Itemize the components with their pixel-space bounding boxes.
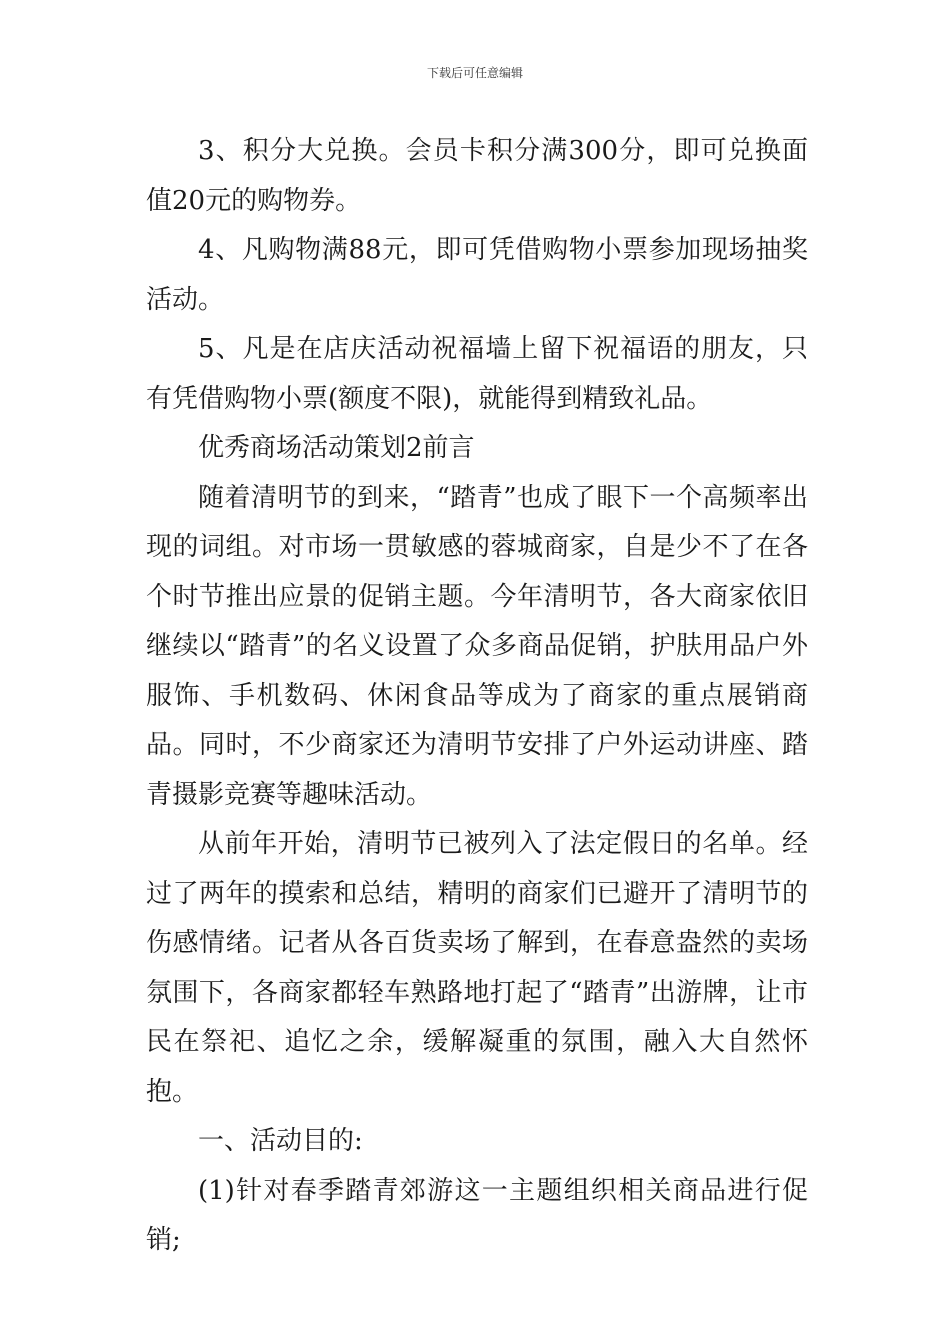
- paragraph-lottery: 4、凡购物满88元，即可凭借购物小票参加现场抽奖活动。: [146, 235, 808, 315]
- paragraph-blessing-wall: 5、凡是在店庆活动祝福墙上留下祝福语的朋友，只有凭借购物小票(额度不限)，就能得到精致礼品。: [146, 334, 808, 414]
- section-heading-purpose: 一、活动目的:: [198, 1126, 363, 1156]
- paragraph-holiday-background: 从前年开始，清明节已被列入了法定假日的名单。经过了两年的摸索和总结，精明的商家们已避开了清明节的伤感情绪。记者从各百货卖场了解到，在春意盎然的卖场氛围下，各商家都轻车熟路地打起了“踏青”出游牌，让市民在祭祀、追忆之余，缓解凝重的氛围，融入大自然怀抱。: [146, 829, 808, 1107]
- page-header-note: 下载后可任意编辑: [426, 66, 523, 80]
- document-body: [146, 127, 808, 1266]
- paragraph-qingming-intro: 随着清明节的到来，“踏青”也成了眼下一个高频率出现的词组。对市场一贯敏感的蓉城商家，自是少不了在各个时节推出应景的促销主题。今年清明节，各大商家依旧继续以“踏青”的名义设置了众多商品促销，护肤用品户外服饰、手机数码、休闲食品等成为了商家的重点展销商品。同时，不少商家还为清明节安排了户外运动讲座、踏青摄影竞赛等趣味活动。: [146, 482, 808, 810]
- section-heading-preface: 优秀商场活动策划2前言: [198, 433, 475, 463]
- paragraph-points-exchange: 3、积分大兑换。会员卡积分满300分，即可兑换面值20元的购物券。: [146, 136, 808, 216]
- paragraph-purpose-item-1: (1)针对春季踏青郊游这一主题组织相关商品进行促销;: [146, 1175, 808, 1255]
